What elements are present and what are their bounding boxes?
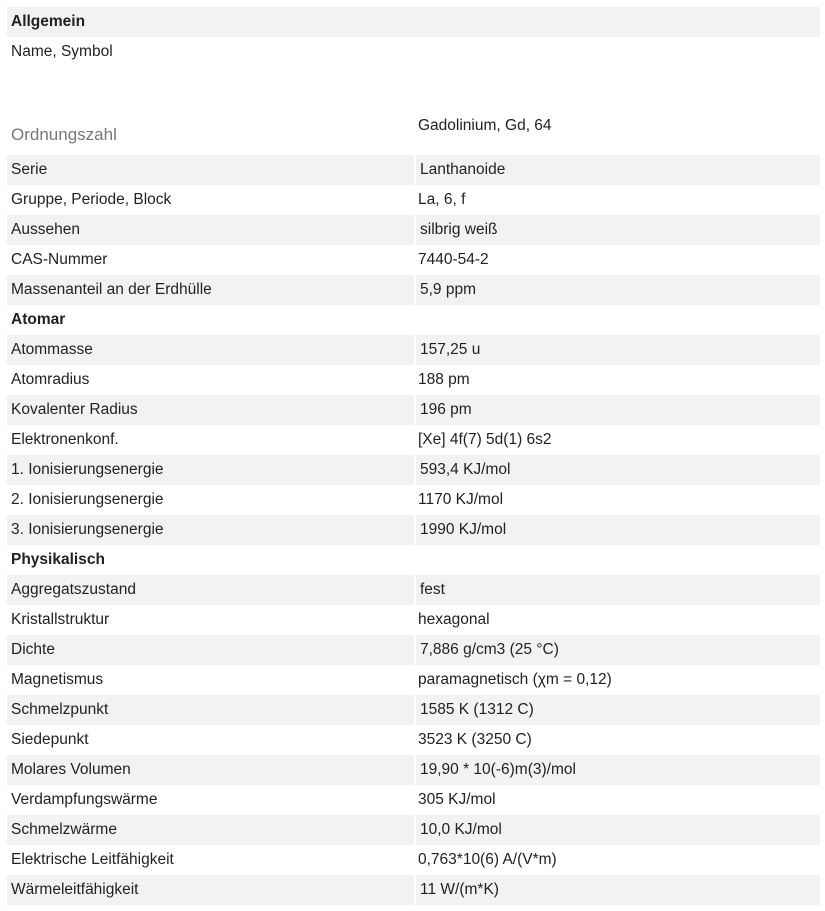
row-label: Elektrische Leitfähigkeit [11,851,174,868]
table-row [7,695,820,725]
row-label: Dichte [11,641,55,658]
table-row [7,845,820,875]
row-label: Kovalenter Radius [11,401,138,418]
table-row [7,515,820,545]
row-value: 19,90 * 10(-6)m(3)/mol [414,755,820,785]
row-label: Molares Volumen [11,761,131,778]
row-label: Serie [11,161,48,178]
table-row [7,605,820,635]
row-value: La, 6, f [418,191,466,208]
row-value: 7440-54-2 [418,251,489,268]
row-label: Massenanteil an der Erdhülle [11,281,212,298]
row-value: 157,25 u [414,335,820,365]
table-row [7,365,820,395]
row-value-name-symbol: Gadolinium, Gd, 64 [418,117,552,134]
table-row [7,185,820,215]
element-properties-table [7,7,820,905]
section-header-allgemein [7,7,820,37]
row-label: Verdampfungswärme [11,791,158,808]
row-label: CAS-Nummer [11,251,108,268]
row-label: Gruppe, Periode, Block [11,191,172,208]
row-label: Siedepunkt [11,731,89,748]
table-row [7,575,820,605]
row-value: 188 pm [418,371,470,388]
row-label: Magnetismus [11,671,104,688]
row-label: 2. Ionisierungsenergie [11,491,164,508]
table-row [7,875,820,905]
row-label: Elektronenkonf. [11,431,119,448]
section-title: Atomar [11,311,66,328]
row-value: 593,4 KJ/mol [414,455,820,485]
row-value: silbrig weiß [414,215,820,245]
row-label: Schmelzpunkt [11,701,109,718]
row-label: Aussehen [11,221,80,238]
table-row [7,425,820,455]
row-label: Schmelzwärme [11,821,117,838]
table-row [7,455,820,485]
row-label: Atommasse [11,341,93,358]
row-value: 196 pm [414,395,820,425]
row-value: [Xe] 4f(7) 5d(1) 6s2 [418,431,552,448]
table-row [7,725,820,755]
table-row [7,275,820,305]
table-row [7,395,820,425]
row-label: 3. Ionisierungsenergie [11,521,164,538]
row-value: 1990 KJ/mol [414,515,820,545]
row-label: Aggregatszustand [11,581,136,598]
row-label: Wärmeleitfähigkeit [11,881,139,898]
section-title: Physikalisch [11,551,105,568]
row-label-name-symbol: Name, Symbol [11,43,113,60]
table-row [7,635,820,665]
table-row [7,665,820,695]
row-value: 1170 KJ/mol [418,491,504,508]
row-value: 5,9 ppm [414,275,820,305]
row-label-ordnungszahl: Ordnungszahl [11,125,117,144]
section-header-atomar [7,305,820,335]
table-row [7,335,820,365]
row-value: 1585 K (1312 C) [414,695,820,725]
row-value: 3523 K (3250 C) [418,731,532,748]
row-value: Lanthanoide [414,155,820,185]
table-row [7,815,820,845]
row-value: 7,886 g/cm3 (25 °C) [414,635,820,665]
row-label: Atomradius [11,371,90,388]
table-row [7,155,820,185]
row-value: 0,763*10(6) A/(V*m) [418,851,557,868]
table-row-name-symbol [7,37,820,155]
section-header-physikalisch [7,545,820,575]
row-value: 10,0 KJ/mol [414,815,820,845]
row-value: 11 W/(m*K) [414,875,820,905]
table-row [7,755,820,785]
table-row [7,485,820,515]
row-value: paramagnetisch (χm = 0,12) [418,671,612,688]
row-value: hexagonal [418,611,490,628]
row-value: 305 KJ/mol [418,791,496,808]
table-row [7,245,820,275]
row-label: Kristallstruktur [11,611,110,628]
table-row [7,785,820,815]
row-value: fest [414,575,820,605]
section-title: Allgemein [11,13,86,30]
row-label: 1. Ionisierungsenergie [11,461,164,478]
table-row [7,215,820,245]
